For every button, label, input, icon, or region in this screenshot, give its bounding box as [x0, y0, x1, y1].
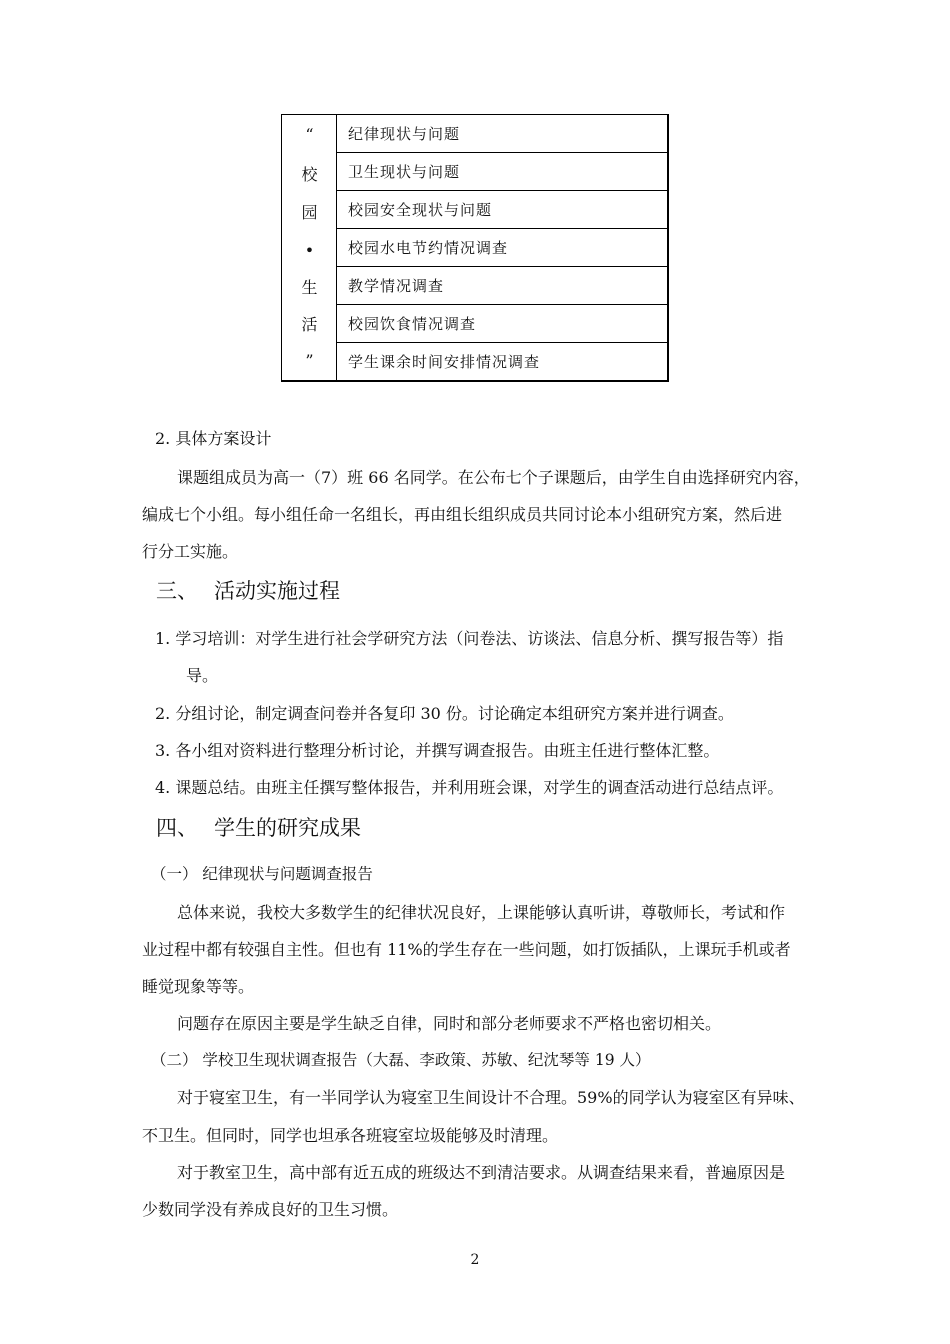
paragraph-line: 编成七个小组。每小组任命一名组长，再由组长组织成员共同讨论本小组研究方案，然后进 [142, 505, 783, 524]
vertical-title-char: 校 [301, 165, 318, 184]
paragraph-line: 对于教室卫生，高中部有近五成的班级达不到清洁要求。从调查结果来看，普遍原因是 [177, 1163, 786, 1182]
paragraph-line: 业过程中都有较强自主性。但也有 11%的学生存在一些问题，如打饭插队，上课玩手机或者 [142, 940, 791, 959]
section-heading: 2. 具体方案设计 [155, 429, 272, 448]
vertical-title-char: 园 [301, 203, 318, 222]
section-title-text: 学生的研究成果 [214, 816, 361, 840]
vertical-title-char: • [304, 241, 315, 260]
list-item-continued: 导。 [186, 666, 219, 685]
paragraph-line: 少数同学没有养成良好的卫生习惯。 [142, 1200, 399, 1219]
list-item: 4. 课题总结。由班主任撰写整体报告，并利用班会课，对学生的调查活动进行总结点评。 [155, 778, 784, 797]
paragraph-line: 问题存在原因主要是学生缺乏自律，同时和部分老师要求不严格也密切相关。 [177, 1014, 722, 1033]
subsection-heading: （一） 纪律现状与问题调查报告 [151, 865, 373, 883]
paragraph-line: 对于寝室卫生，有一半同学认为寝室卫生间设计不合理。59%的同学认为寝室区有异味、 [177, 1088, 805, 1107]
section-title-text: 活动实施过程 [214, 579, 340, 603]
vertical-title-char: ” [305, 351, 314, 370]
table-row: 学生课余时间安排情况调查 [348, 353, 541, 371]
list-item: 3. 各小组对资料进行整理分析讨论，并撰写调查报告。由班主任进行整体汇整。 [155, 741, 720, 760]
list-item: 2. 分组讨论，制定调查问卷并各复印 30 份。讨论确定本组研究方案并进行调查。 [155, 704, 734, 723]
table-row: 教学情况调查 [337, 267, 667, 305]
topic-table [281, 114, 669, 382]
section-number: 四、 [156, 816, 198, 840]
table-row: 校园安全现状与问题 [337, 191, 667, 229]
vertical-title-column [282, 115, 337, 380]
vertical-title-char: “ [305, 125, 314, 144]
topic-rows [337, 115, 667, 380]
paragraph-line: 睡觉现象等等。 [142, 977, 255, 996]
paragraph-line: 行分工实施。 [142, 542, 239, 561]
vertical-title-char: 生 [301, 278, 318, 297]
table-row: 校园水电节约情况调查 [337, 229, 667, 267]
section-title [156, 577, 340, 605]
table-row: 校园饮食情况调查 [337, 305, 667, 343]
paragraph-line: 不卫生。但同时，同学也坦承各班寝室垃圾能够及时清理。 [142, 1126, 559, 1145]
table-row: 纪律现状与问题 [337, 115, 667, 153]
paragraph-line: 总体来说，我校大多数学生的纪律状况良好，上课能够认真听讲，尊敬师长，考试和作 [177, 903, 786, 922]
page-number: 2 [470, 1252, 480, 1268]
list-item: 1. 学习培训：对学生进行社会学研究方法（问卷法、访谈法、信息分析、撰写报告等）指 [155, 629, 784, 648]
vertical-title-char: 活 [301, 315, 318, 334]
subsection-heading: （二） 学校卫生现状调查报告（大磊、李政策、苏敏、纪沈琴等 19 人） [151, 1051, 651, 1069]
paragraph-line: 课题组成员为高一（7）班 66 名同学。在公布七个子课题后，由学生自由选择研究内容， [177, 468, 810, 487]
section-number: 三、 [156, 579, 198, 603]
section-title [156, 814, 361, 842]
table-row: 卫生现状与问题 [337, 153, 667, 191]
